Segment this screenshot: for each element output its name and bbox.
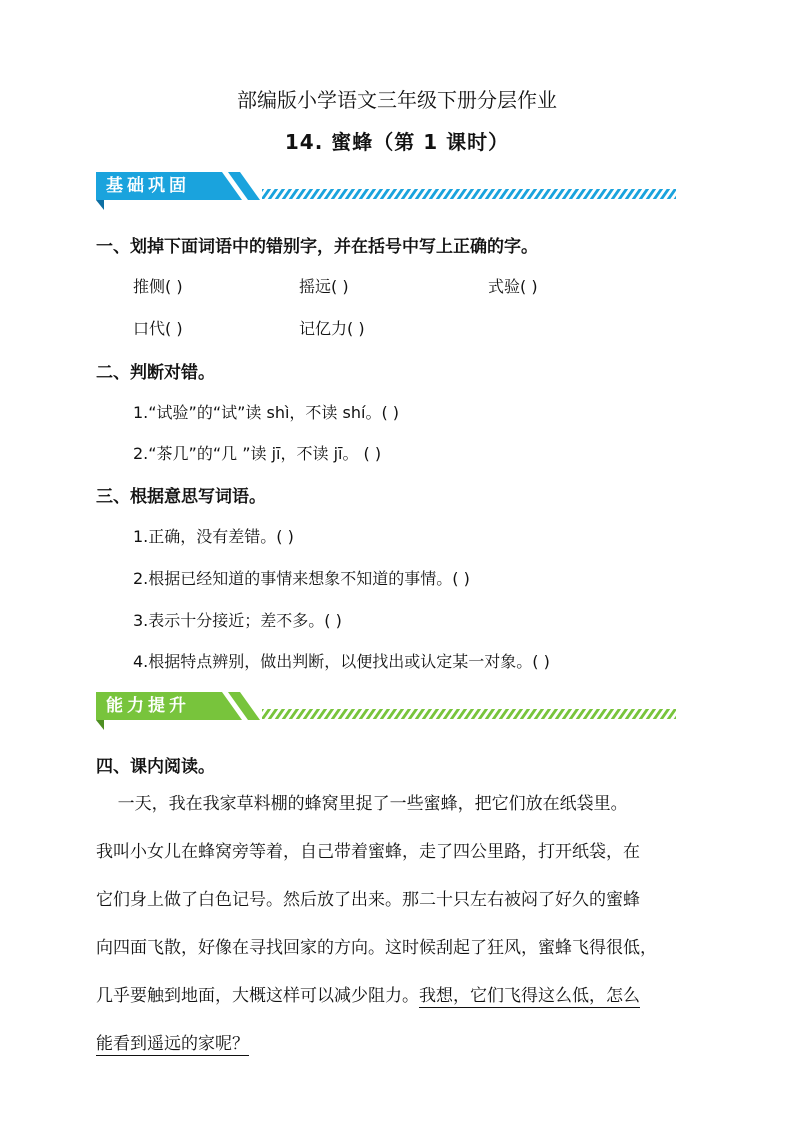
document-title: 部编版小学语文三年级下册分层作业 (237, 88, 557, 112)
passage-line: 我叫小女儿在蜂窝旁等着，自己带着蜜蜂，走了四公里路，打开纸袋，在 (96, 842, 640, 862)
banner-basic-label: 基础巩固 (106, 176, 190, 196)
underlined-sentence-part1: 我想，它们飞得这么低，怎么 (419, 986, 640, 1006)
passage-line: 它们身上做了白色记号。然后放了出来。那二十只左右被闷了好久的蜜蜂 (96, 890, 640, 910)
q1-heading: 一、划掉下面词语中的错别字，并在括号中写上正确的字。 (96, 237, 538, 257)
q3-item: 3.表示十分接近；差不多。( ) (133, 611, 342, 630)
q3-heading: 三、根据意思写词语。 (96, 487, 266, 507)
q1-item: 记亿力( ) (299, 319, 365, 338)
q4-heading: 四、课内阅读。 (96, 757, 215, 777)
q1-item: 口代( ) (133, 319, 183, 338)
passage-line-6 (96, 1020, 696, 1068)
passage-line: 向四面飞散，好像在寻找回家的方向。这时候刮起了狂风，蜜蜂飞得很低， (96, 938, 657, 958)
banner-advance-label: 能力提升 (106, 696, 190, 716)
q2-item: 2.“茶几”的“几 ”读 jī，不读 jī。 ( ) (133, 444, 382, 463)
passage-line-5 (96, 972, 696, 1020)
section-banner-basic (92, 170, 682, 210)
passage-line-text: 几乎要触到地面，大概这样可以减少阻力。 (96, 986, 419, 1006)
section-banner-advance (92, 690, 682, 730)
q1-item: 摇远( ) (299, 277, 349, 296)
q3-item: 2.根据已经知道的事情来想象不知道的事情。( ) (133, 569, 470, 588)
q1-item: 式验( ) (488, 277, 538, 296)
q2-item: 1.“试验”的“试”读 shì，不读 shí。( ) (133, 403, 400, 422)
lesson-title: 14. 蜜蜂（第 1 课时） (284, 130, 510, 154)
passage-line: 一天，我在我家草料棚的蜂窝里捉了一些蜜蜂，把它们放在纸袋里。 (96, 794, 628, 814)
q3-item: 1.正确，没有差错。( ) (133, 527, 294, 546)
reading-passage (96, 780, 696, 1068)
underlined-sentence-part2: 能看到遥远的家呢？ (96, 1034, 249, 1054)
q3-item: 4.根据特点辨别，做出判断，以便找出或认定某一对象。( ) (133, 652, 550, 671)
q1-item: 推侧( ) (133, 277, 183, 296)
q2-heading: 二、判断对错。 (96, 363, 215, 383)
